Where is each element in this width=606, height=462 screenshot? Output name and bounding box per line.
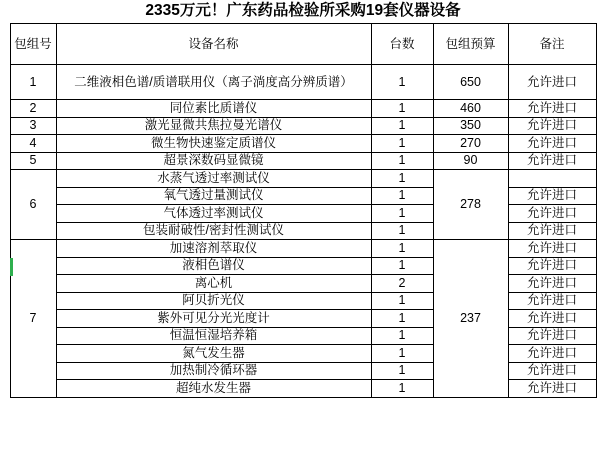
cell-budget: 237	[433, 240, 508, 398]
cell-quantity: 1	[371, 65, 433, 100]
table-body	[10, 65, 596, 398]
cell-remark: 允许进口	[508, 222, 596, 240]
header-quantity: 台数	[371, 24, 433, 65]
header-package-no: 包组号	[10, 24, 56, 65]
header-equipment-name: 设备名称	[56, 24, 371, 65]
table-row	[10, 222, 596, 240]
cell-quantity: 1	[371, 380, 433, 398]
cell-quantity: 1	[371, 100, 433, 118]
table-row	[10, 327, 596, 345]
cell-equipment-name: 同位素比质谱仪	[56, 100, 371, 118]
row-highlight-marker	[10, 258, 13, 276]
cell-remark: 允许进口	[508, 205, 596, 223]
cell-remark: 允许进口	[508, 135, 596, 153]
cell-budget: 278	[433, 170, 508, 240]
table-row	[10, 275, 596, 293]
cell-budget: 350	[433, 117, 508, 135]
cell-quantity: 2	[371, 275, 433, 293]
cell-equipment-name: 二维液相色谱/质谱联用仪（离子淌度高分辨质谱）	[56, 65, 371, 100]
cell-remark: 允许进口	[508, 152, 596, 170]
cell-quantity: 1	[371, 135, 433, 153]
cell-quantity: 1	[371, 222, 433, 240]
table-row	[10, 240, 596, 258]
cell-package-no: 3	[10, 117, 56, 135]
cell-quantity: 1	[371, 152, 433, 170]
cell-equipment-name: 加热制冷循环器	[56, 362, 371, 380]
cell-equipment-name: 微生物快速鉴定质谱仪	[56, 135, 371, 153]
cell-equipment-name: 阿贝折光仪	[56, 292, 371, 310]
cell-equipment-name: 超景深数码显微镜	[56, 152, 371, 170]
cell-remark: 允许进口	[508, 380, 596, 398]
cell-remark: 允许进口	[508, 257, 596, 275]
header-remark: 备注	[508, 24, 596, 65]
table-header	[10, 24, 596, 65]
cell-equipment-name: 恒温恒湿培养箱	[56, 327, 371, 345]
cell-equipment-name: 氮气发生器	[56, 345, 371, 363]
table-row	[10, 362, 596, 380]
cell-budget: 650	[433, 65, 508, 100]
cell-remark: 允许进口	[508, 327, 596, 345]
cell-remark: 允许进口	[508, 100, 596, 118]
table-row	[10, 170, 596, 188]
table-row	[10, 65, 596, 100]
cell-equipment-name: 气体透过率测试仪	[56, 205, 371, 223]
table-row	[10, 135, 596, 153]
table-row	[10, 380, 596, 398]
table-row	[10, 100, 596, 118]
table-row	[10, 187, 596, 205]
cell-package-no: 6	[10, 170, 56, 240]
cell-package-no: 1	[10, 65, 56, 100]
cell-quantity: 1	[371, 310, 433, 328]
cell-budget: 90	[433, 152, 508, 170]
cell-equipment-name: 紫外可见分光光度计	[56, 310, 371, 328]
cell-equipment-name: 水蒸气透过率测试仪	[56, 170, 371, 188]
table-row	[10, 257, 596, 275]
cell-remark: 允许进口	[508, 240, 596, 258]
cell-remark: 允许进口	[508, 117, 596, 135]
cell-package-no: 5	[10, 152, 56, 170]
table-row	[10, 152, 596, 170]
cell-equipment-name: 包装耐破性/密封性测试仪	[56, 222, 371, 240]
table-row	[10, 310, 596, 328]
cell-budget: 270	[433, 135, 508, 153]
table-row	[10, 117, 596, 135]
cell-equipment-name: 加速溶剂萃取仪	[56, 240, 371, 258]
cell-package-no: 4	[10, 135, 56, 153]
cell-remark: 允许进口	[508, 362, 596, 380]
cell-quantity: 1	[371, 257, 433, 275]
equipment-table	[10, 23, 597, 398]
cell-package-no: 2	[10, 100, 56, 118]
cell-budget: 460	[433, 100, 508, 118]
cell-remark: 允许进口	[508, 187, 596, 205]
cell-remark: 允许进口	[508, 345, 596, 363]
cell-equipment-name: 液相色谱仪	[56, 257, 371, 275]
cell-quantity: 1	[371, 187, 433, 205]
cell-remark: 允许进口	[508, 65, 596, 100]
cell-equipment-name: 离心机	[56, 275, 371, 293]
cell-quantity: 1	[371, 170, 433, 188]
cell-equipment-name: 氧气透过量测试仪	[56, 187, 371, 205]
cell-remark	[508, 170, 596, 188]
header-package-budget: 包组预算	[433, 24, 508, 65]
cell-package-no: 7	[10, 240, 56, 398]
cell-quantity: 1	[371, 345, 433, 363]
cell-quantity: 1	[371, 362, 433, 380]
cell-quantity: 1	[371, 240, 433, 258]
cell-equipment-name: 超纯水发生器	[56, 380, 371, 398]
cell-remark: 允许进口	[508, 310, 596, 328]
cell-quantity: 1	[371, 292, 433, 310]
cell-remark: 允许进口	[508, 292, 596, 310]
table-row	[10, 292, 596, 310]
table-row	[10, 205, 596, 223]
cell-quantity: 1	[371, 327, 433, 345]
cell-quantity: 1	[371, 117, 433, 135]
cell-equipment-name: 激光显微共焦拉曼光谱仪	[56, 117, 371, 135]
cell-quantity: 1	[371, 205, 433, 223]
table-row	[10, 345, 596, 363]
page-title: 2335万元！广东药品检验所采购19套仪器设备	[145, 2, 461, 19]
cell-remark: 允许进口	[508, 275, 596, 293]
